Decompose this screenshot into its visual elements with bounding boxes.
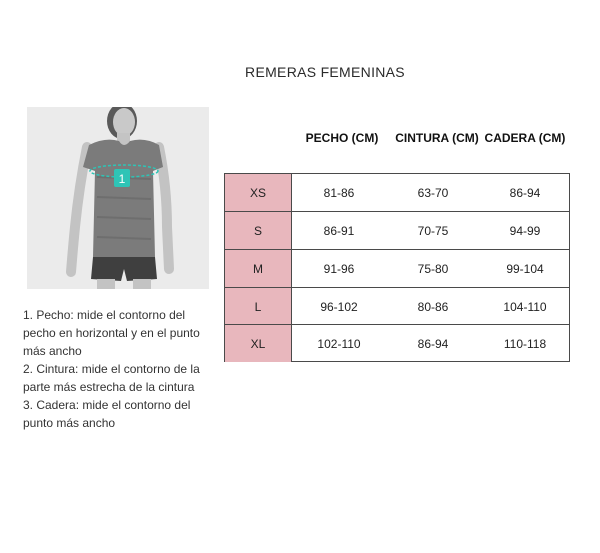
hip-cell: 94-99 bbox=[509, 223, 541, 238]
hip-cell: 110-118 bbox=[503, 336, 547, 351]
size-cell: S bbox=[225, 212, 292, 249]
chest-cell: 81-86 bbox=[323, 186, 355, 200]
hip-cell: 86-94 bbox=[509, 186, 541, 200]
table-row bbox=[225, 174, 569, 212]
chest-cell: 96-102 bbox=[320, 299, 358, 314]
waist-cell: 75-80 bbox=[417, 261, 449, 276]
waist-cell: 80-86 bbox=[417, 299, 449, 314]
table-row bbox=[225, 249, 569, 287]
chest-cell: 86-91 bbox=[323, 223, 355, 238]
waist-cell: 70-75 bbox=[417, 223, 449, 238]
table-row bbox=[225, 287, 569, 325]
instruction-waist: 2. Cintura: mide el contorno de la parte más estrecha de la cintura bbox=[23, 362, 200, 394]
chest-cell: 102-110 bbox=[317, 336, 361, 351]
table-row bbox=[225, 324, 569, 362]
model-photo bbox=[27, 107, 209, 289]
waist-cell: 63-70 bbox=[417, 186, 449, 200]
measure-marker-number: 1 bbox=[118, 172, 126, 186]
size-table bbox=[224, 173, 570, 362]
chest-cell: 91-96 bbox=[323, 261, 355, 276]
page-title: REMERAS FEMENINAS bbox=[245, 64, 405, 80]
instruction-chest: 1. Pecho: mide el contorno del pecho en horizontal y en el punto más ancho bbox=[23, 308, 200, 358]
table-row bbox=[225, 211, 569, 249]
size-cell: XS bbox=[225, 174, 292, 212]
size-cell: M bbox=[225, 250, 292, 287]
size-cell: L bbox=[225, 288, 292, 325]
hip-cell: 99-104 bbox=[506, 261, 544, 276]
instruction-hip: 3. Cadera: mide el contorno del punto más ancho bbox=[23, 398, 191, 430]
hip-cell: 104-110 bbox=[503, 299, 547, 314]
column-header-waist: CINTURA (CM) bbox=[395, 131, 479, 145]
size-cell: XL bbox=[225, 325, 292, 362]
column-header-chest: PECHO (CM) bbox=[305, 131, 379, 145]
waist-cell: 86-94 bbox=[417, 336, 449, 351]
measurement-instructions bbox=[23, 306, 218, 432]
column-header-hip: CADERA (CM) bbox=[484, 131, 566, 145]
